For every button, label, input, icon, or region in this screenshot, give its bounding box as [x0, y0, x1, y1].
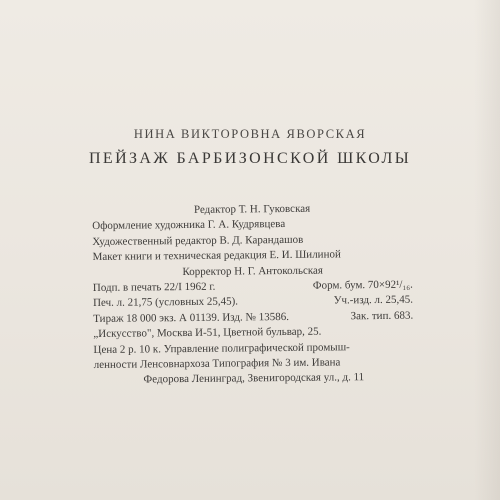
imprint-print-run: Тираж 18 000 экз. А 01139. Изд. № 13586.	[93, 310, 290, 325]
imprint-publisher: „Искусство", Москва И-51, Цветной бульвар, 25.	[93, 325, 322, 341]
imprint-paper-format: Форм. бум. 70×92¹/₁₆.	[312, 278, 413, 292]
imprint-art-editor: Художественный редактор В. Д. Карандашов	[92, 233, 304, 248]
imprint-order-number: Зак. тип. 683.	[350, 309, 414, 323]
imprint-layout: Макет книги и техническая редакция Е. И. Шилиной	[92, 248, 341, 264]
imprint-signed-date: Подп. в печать 22/I 1962 г.	[92, 280, 216, 295]
imprint-price: Цена 2 р. 10 к. Управление полиграфической промыш-	[93, 340, 350, 356]
imprint-editor: Редактор Т. Н. Гуковская	[193, 202, 311, 216]
imprint-designer: Оформление художника Г. А. Кудрявцева	[92, 218, 286, 233]
imprint-proofreader: Корректор Н. Г. Антокольская	[182, 264, 324, 278]
page-edge-shadow	[474, 0, 500, 500]
imprint-publisher-sheets: Уч.-изд. л. 25,45.	[333, 294, 414, 307]
imprint-address: Федорова Ленинград, Звенигородская ул., д. 11	[143, 371, 365, 386]
imprint-printer: ленности Ленсовнархоза Типография № 3 им. Ивана	[93, 356, 341, 372]
imprint-printed-sheets: Печ. л. 21,75 (условных 25,45).	[92, 295, 239, 310]
imprint-block	[92, 201, 414, 389]
book-title: ПЕЙЗАЖ БАРБИЗОНСКОЙ ШКОЛЫ	[88, 150, 412, 167]
author-name: НИНА ВИКТОРОВНА ЯВОРСКАЯ	[133, 127, 367, 141]
